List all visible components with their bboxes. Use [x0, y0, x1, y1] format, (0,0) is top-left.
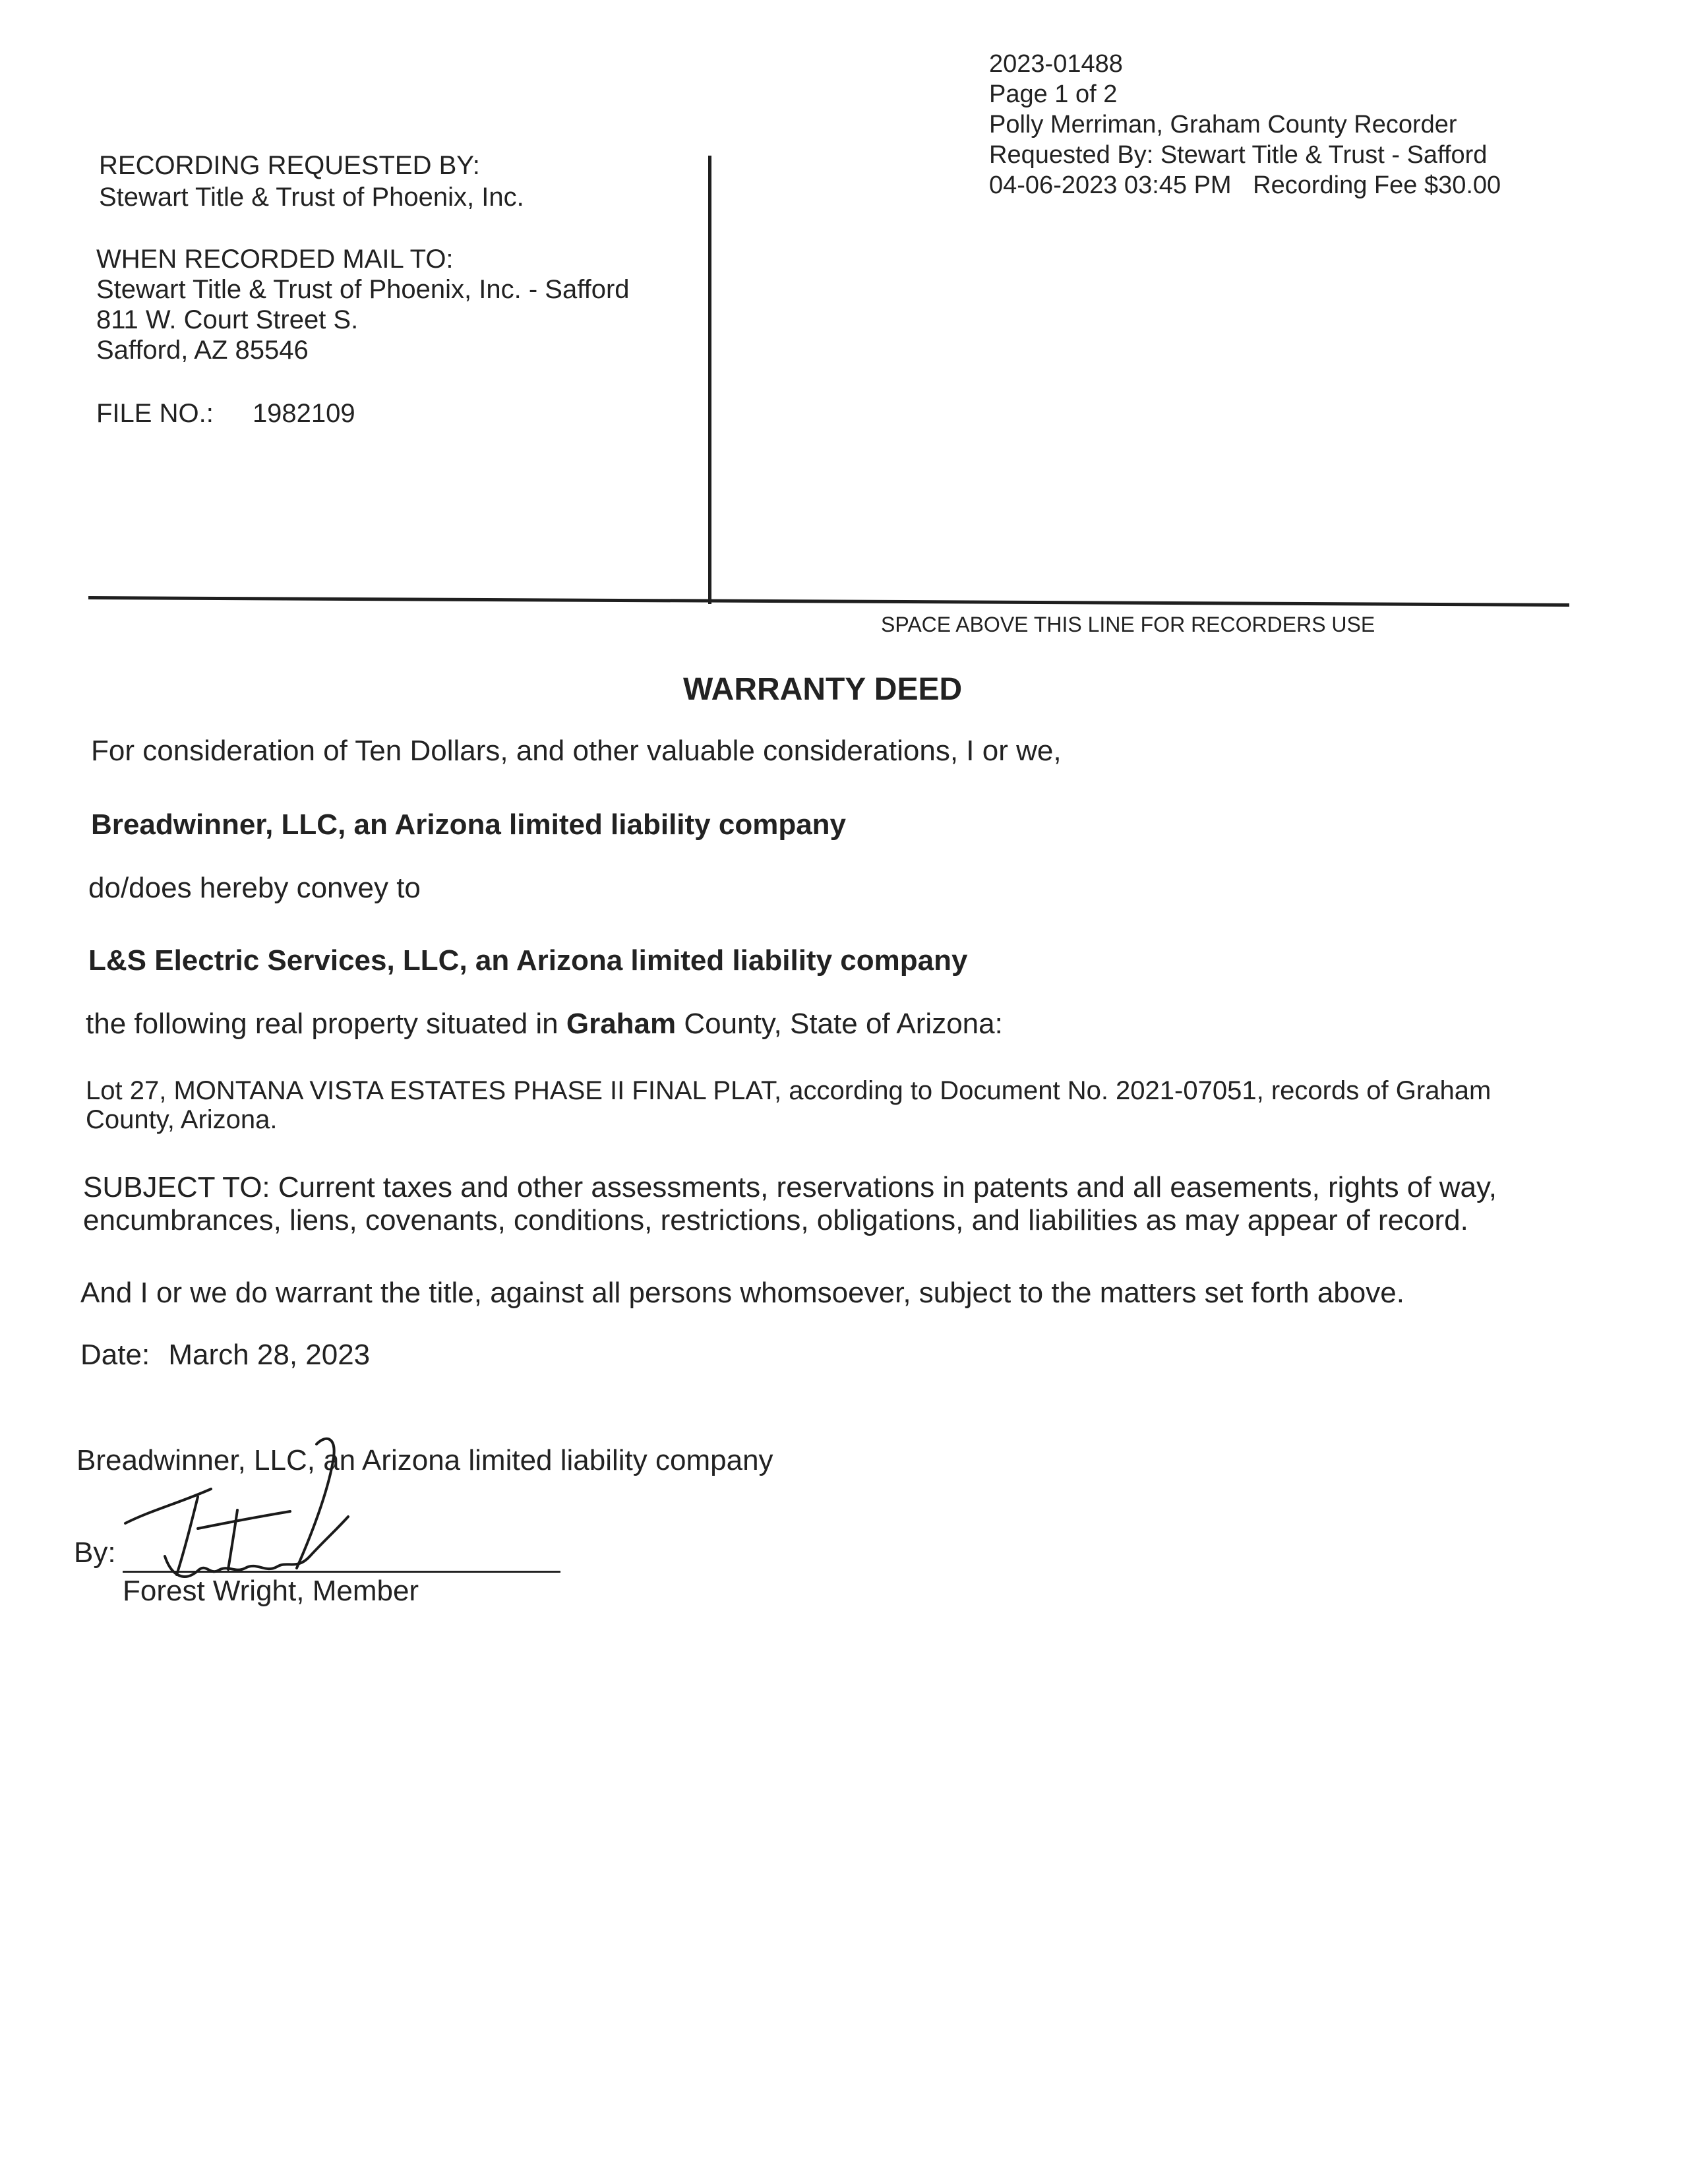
recording-doc-number: 2023-01488 [989, 50, 1123, 78]
recording-page: Page 1 of 2 [989, 80, 1118, 108]
vertical-divider [708, 156, 711, 604]
recording-fee: Recording Fee $30.00 [1253, 171, 1501, 199]
signer-name: Forest Wright, Member [123, 1575, 419, 1607]
recorders-use-rule [88, 596, 1569, 607]
property-prefix: the following real property situated in [86, 1008, 566, 1040]
requested-by: Requested By: Stewart Title & Trust - Safford [989, 141, 1488, 169]
warranty-clause: And I or we do warrant the title, against all persons whomsoever, subject to the matters set forth above. [80, 1277, 1404, 1309]
by-label: By: [74, 1536, 116, 1569]
deed-date [80, 1339, 370, 1372]
county-name: Graham [566, 1008, 677, 1040]
legal-description-line-1: Lot 27, MONTANA VISTA ESTATES PHASE II FINAL PLAT, according to Document No. 2021-07051, records of Graham [86, 1076, 1492, 1105]
file-number-row [96, 398, 355, 429]
property-location [86, 1008, 1003, 1041]
mail-to-label: WHEN RECORDED MAIL TO: [96, 245, 454, 274]
file-number-label: FILE NO.: [96, 399, 214, 428]
file-number-value: 1982109 [252, 399, 355, 428]
mail-to-name: Stewart Title & Trust of Phoenix, Inc. - Safford [96, 275, 630, 304]
recording-requested-label: RECORDING REQUESTED BY: [99, 151, 480, 180]
grantee-name: L&S Electric Services, LLC, an Arizona limited liability company [88, 944, 968, 977]
date-value: March 28, 2023 [168, 1339, 371, 1371]
mail-to-city: Safford, AZ 85546 [96, 336, 309, 365]
subject-to-line-1: SUBJECT TO: Current taxes and other assessments, reservations in patents and all easements, rights of way, [83, 1171, 1497, 1203]
consideration-text: For consideration of Ten Dollars, and other valuable considerations, I or we, [91, 735, 1062, 767]
recording-date-time: 04-06-2023 03:45 PM [989, 171, 1232, 199]
recording-requested-name: Stewart Title & Trust of Phoenix, Inc. [99, 183, 524, 212]
recorder-name: Polly Merriman, Graham County Recorder [989, 111, 1457, 138]
recorders-use-label: SPACE ABOVE THIS LINE FOR RECORDERS USE [881, 613, 1375, 636]
signature-entity: Breadwinner, LLC, an Arizona limited liability company [76, 1444, 773, 1476]
recording-date-fee [989, 170, 1501, 200]
mail-to-street: 811 W. Court Street S. [96, 305, 359, 334]
convey-text: do/does hereby convey to [88, 872, 421, 904]
document-title: WARRANTY DEED [683, 672, 963, 707]
subject-to-line-2: encumbrances, liens, covenants, conditions, restrictions, obligations, and liabilities as may appear of record. [83, 1204, 1468, 1236]
legal-description-line-2: County, Arizona. [86, 1105, 278, 1134]
property-suffix: County, State of Arizona: [676, 1008, 1003, 1040]
grantor-name: Breadwinner, LLC, an Arizona limited liability company [91, 808, 847, 841]
handwritten-signature [99, 1418, 376, 1589]
date-label: Date: [80, 1339, 150, 1371]
